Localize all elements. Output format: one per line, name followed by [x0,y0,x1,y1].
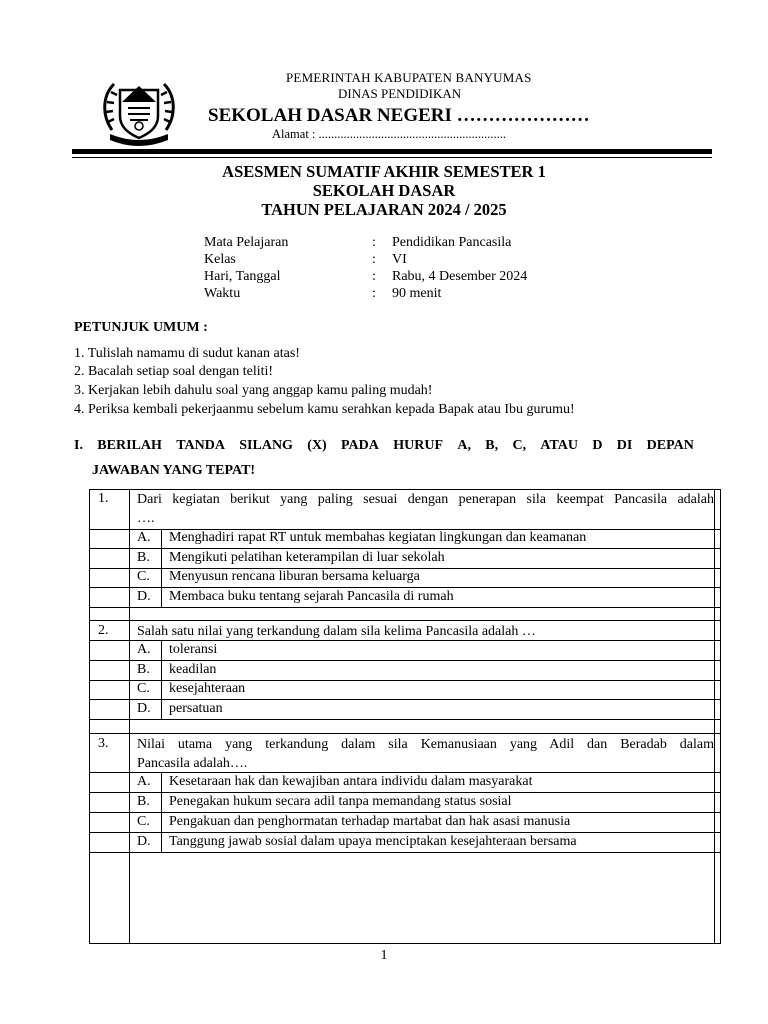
option-text: Membaca buku tentang sejarah Pancasila di rumah [169,589,454,604]
letterhead-divider-thin [72,157,712,158]
option-text: Kesetaraan hak dan kewajiban antara individu dalam masyarakat [169,774,533,789]
option-text: Mengikuti pelatihan keterampilan di luar sekolah [169,550,445,565]
option-letter: D. [137,589,151,604]
info-value: VI [392,252,407,267]
option-letter: B. [137,662,150,677]
section-heading-word: B, [485,438,499,453]
section-heading-line2: JAWABAN YANG TEPAT! [92,463,256,478]
exam-level: SEKOLAH DASAR [312,181,456,200]
question-number: 3. [98,736,109,751]
option-letter: B. [137,794,150,809]
question-number: 2. [98,623,109,638]
section-heading-word: (X) [307,438,327,453]
question-text: Salah satu nilai yang terkandung dalam sila kelima Pancasila adalah … [137,624,536,639]
school-address: Alamat : ............................................................ [272,127,507,141]
info-colon: : [372,269,376,284]
info-colon: : [372,252,376,267]
section-heading-word: ATAU [540,438,578,453]
school-name: SEKOLAH DASAR NEGERI ………………… [208,105,590,126]
info-label: Kelas [204,252,236,267]
info-label: Mata Pelajaran [204,235,289,250]
option-letter: A. [137,530,151,545]
page-number: 1 [380,948,388,963]
option-letter: A. [137,774,151,789]
exam-title: ASESMEN SUMATIF AKHIR SEMESTER 1 [222,162,546,181]
question-table [89,489,721,944]
section-heading-word: DI [616,438,633,453]
question-text: …. [137,511,155,526]
info-value: 90 menit [392,286,442,301]
section-heading-line1 [74,438,694,454]
section-heading-word: I. [74,438,83,453]
letterhead-divider-thick [72,149,712,154]
instruction-item: 3. Kerjakan lebih dahulu soal yang anggap kamu paling mudah! [74,383,433,398]
option-text: persatuan [169,701,223,716]
option-text: Menyusun rencana liburan bersama keluarga [169,569,420,584]
section-heading-word: DEPAN [646,438,694,453]
section-heading-word: PADA [341,438,379,453]
instructions-heading: PETUNJUK UMUM : [74,320,208,335]
regency-emblem-icon [98,68,180,150]
section-heading-word: TANDA [176,438,225,453]
exam-year: TAHUN PELAJARAN 2024 / 2025 [261,200,507,219]
option-letter: D. [137,701,151,716]
option-text: kesejahteraan [169,681,246,696]
question-text: Nilai utama yang terkandung dalam sila Kemanusiaan yang Adil dan Beradab dalam [137,737,714,752]
instruction-item: 4. Periksa kembali pekerjaanmu sebelum kamu serahkan kepada Bapak atau Ibu gurumu! [74,402,575,417]
option-text: Pengakuan dan penghormatan terhadap martabat dan hak asasi manusia [169,814,571,829]
section-heading-word: A, [457,438,471,453]
question-text: Pancasila adalah…. [137,756,248,771]
section-heading-word: C, [512,438,527,453]
option-letter: A. [137,642,151,657]
option-letter: C. [137,814,150,829]
option-text: Penegakan hukum secara adil tanpa memandang status sosial [169,794,512,809]
section-heading-word: SILANG [239,438,293,453]
section-heading-word: HURUF [393,438,443,453]
question-text: Dari kegiatan berikut yang paling sesuai dengan penerapan sila keempat Pancasila adalah [137,492,714,507]
government-name: PEMERINTAH KABUPATEN BANYUMAS [286,70,532,85]
option-letter: C. [137,681,150,696]
instruction-item: 2. Bacalah setiap soal dengan teliti! [74,364,274,379]
section-heading-word: D [592,438,603,453]
info-value: Rabu, 4 Desember 2024 [392,269,528,284]
option-text: Tanggung jawab sosial dalam upaya menciptakan kesejahteraan bersama [169,834,577,849]
department-name: DINAS PENDIDIKAN [338,86,462,101]
option-text: toleransi [169,642,218,657]
option-letter: D. [137,834,151,849]
question-number: 1. [98,491,109,506]
option-text: Menghadiri rapat RT untuk membahas kegiatan lingkungan dan keamanan [169,530,587,545]
option-letter: C. [137,569,150,584]
instruction-item: 1. Tulislah namamu di sudut kanan atas! [74,346,300,361]
info-colon: : [372,286,376,301]
info-value: Pendidikan Pancasila [392,235,512,250]
option-letter: B. [137,550,150,565]
info-label: Waktu [204,286,241,301]
option-text: keadilan [169,662,217,677]
info-colon: : [372,235,376,250]
section-heading-word: BERILAH [97,438,162,453]
info-label: Hari, Tanggal [204,269,281,284]
